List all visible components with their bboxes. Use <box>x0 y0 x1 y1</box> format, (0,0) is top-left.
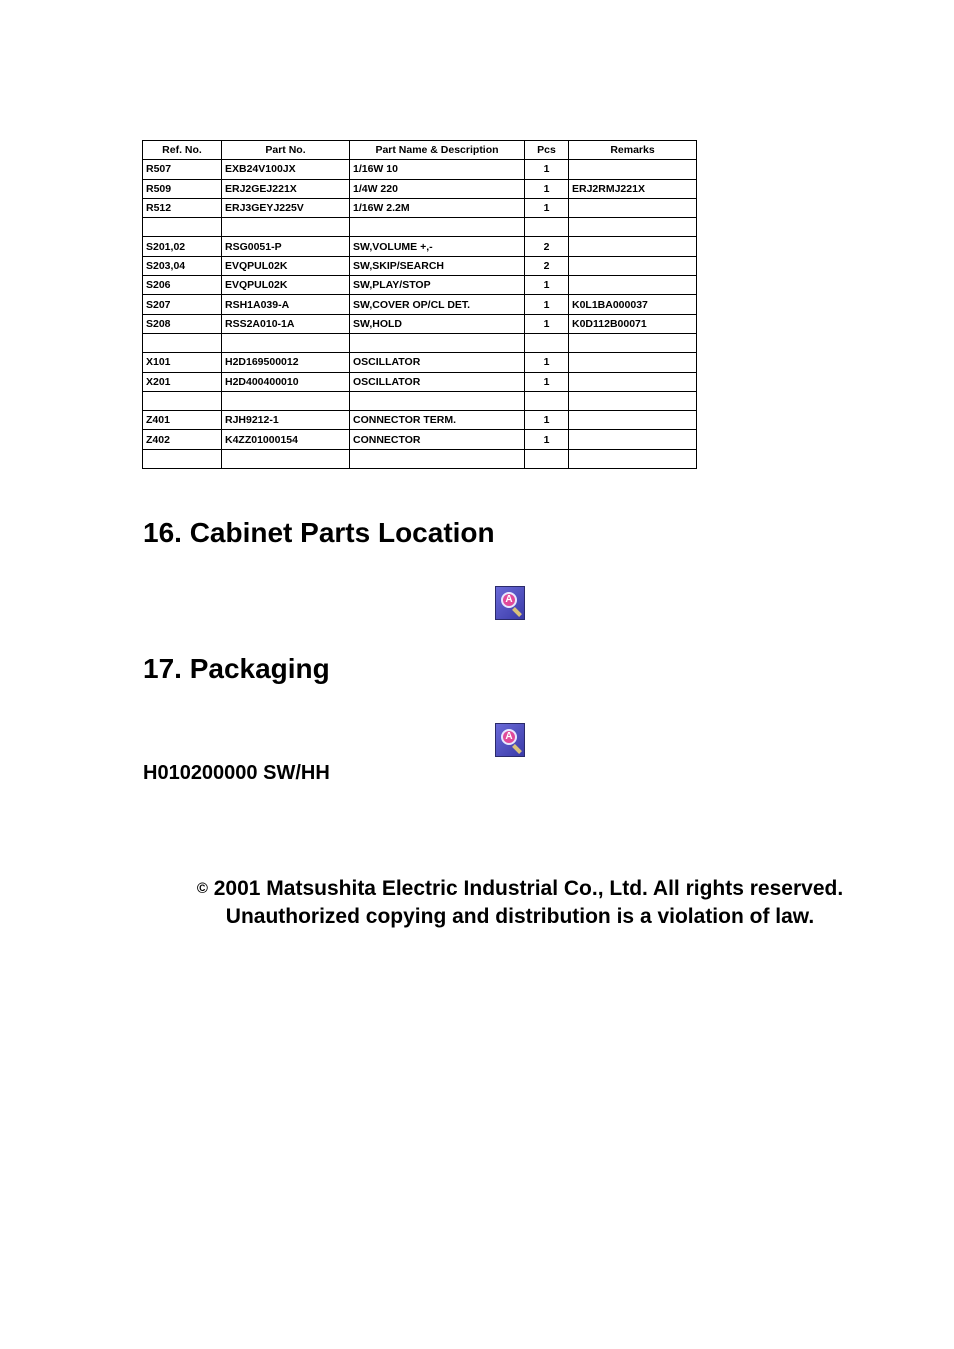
table-row <box>143 218 697 237</box>
cell-pcs: 1 <box>525 411 569 430</box>
cell-part-name: SW,SKIP/SEARCH <box>350 256 525 275</box>
table-header-row <box>143 141 697 160</box>
cell-ref-no: X201 <box>143 372 222 391</box>
cell-pcs <box>525 333 569 352</box>
cell-part-name: CONNECTOR TERM. <box>350 411 525 430</box>
cell-pcs: 1 <box>525 295 569 314</box>
parts-table-body <box>143 160 697 469</box>
cell-remarks <box>569 198 697 217</box>
header-part-no: Part No. <box>222 141 350 160</box>
cell-pcs: 1 <box>525 198 569 217</box>
packaging-title: 17. Packaging <box>143 653 330 684</box>
cell-part-name <box>350 218 525 237</box>
cell-part-name: 1/16W 10 <box>350 160 525 179</box>
cell-remarks <box>569 160 697 179</box>
cell-part-name: SW,HOLD <box>350 314 525 333</box>
cell-part-no: H2D400400010 <box>222 372 350 391</box>
cell-part-no: K4ZZ01000154 <box>222 430 350 449</box>
cell-ref-no <box>143 218 222 237</box>
cell-part-no <box>222 391 350 410</box>
cell-remarks <box>569 353 697 372</box>
parts-table <box>142 140 697 469</box>
cell-remarks: K0L1BA000037 <box>569 295 697 314</box>
cell-remarks: K0D112B00071 <box>569 314 697 333</box>
header-ref-no: Ref. No. <box>143 141 222 160</box>
copyright-line-1 <box>0 877 954 901</box>
cell-part-no: RSG0051-P <box>222 237 350 256</box>
table-row <box>143 430 697 449</box>
cell-part-name: SW,PLAY/STOP <box>350 276 525 295</box>
cell-pcs: 1 <box>525 314 569 333</box>
cell-remarks <box>569 256 697 275</box>
cell-remarks <box>569 333 697 352</box>
cell-ref-no: R507 <box>143 160 222 179</box>
cell-part-name: SW,VOLUME +,- <box>350 237 525 256</box>
copyright-line-2: Unauthorized copying and distribution is a violation of law. <box>225 905 815 928</box>
cell-part-no: EVQPUL02K <box>222 276 350 295</box>
cell-ref-no: Z402 <box>143 430 222 449</box>
cell-pcs: 1 <box>525 372 569 391</box>
cell-pcs: 1 <box>525 353 569 372</box>
table-row <box>143 411 697 430</box>
cell-part-name <box>350 333 525 352</box>
cell-ref-no: X101 <box>143 353 222 372</box>
table-row <box>143 353 697 372</box>
cell-remarks <box>569 449 697 468</box>
cell-remarks <box>569 411 697 430</box>
cell-part-name <box>350 391 525 410</box>
cell-remarks <box>569 276 697 295</box>
cell-part-name <box>350 449 525 468</box>
cell-remarks: ERJ2RMJ221X <box>569 179 697 198</box>
cell-part-name: OSCILLATOR <box>350 372 525 391</box>
cell-pcs: 2 <box>525 256 569 275</box>
cell-part-no: RSS2A010-1A <box>222 314 350 333</box>
table-row <box>143 160 697 179</box>
cell-part-name: OSCILLATOR <box>350 353 525 372</box>
header-part-name: Part Name & Description <box>350 141 525 160</box>
cell-remarks <box>569 430 697 449</box>
cabinet-parts-title: 16. Cabinet Parts Location <box>143 517 495 548</box>
copyright-text: 2001 Matsushita Electric Industrial Co., Ltd. All rights reserved. <box>213 877 844 900</box>
cell-part-name: 1/16W 2.2M <box>350 198 525 217</box>
cell-part-no: ERJ3GEYJ225V <box>222 198 350 217</box>
cell-pcs: 1 <box>525 160 569 179</box>
cell-ref-no: Z401 <box>143 411 222 430</box>
table-row <box>143 295 697 314</box>
cell-ref-no <box>143 449 222 468</box>
cell-ref-no: R509 <box>143 179 222 198</box>
cell-ref-no <box>143 333 222 352</box>
cell-remarks <box>569 237 697 256</box>
table-row <box>143 179 697 198</box>
cell-part-no: EVQPUL02K <box>222 256 350 275</box>
cell-part-no <box>222 449 350 468</box>
cell-pcs: 1 <box>525 179 569 198</box>
cell-part-no: ERJ2GEJ221X <box>222 179 350 198</box>
cell-part-name: CONNECTOR <box>350 430 525 449</box>
cell-ref-no: R512 <box>143 198 222 217</box>
table-row <box>143 314 697 333</box>
table-row <box>143 276 697 295</box>
table-row <box>143 391 697 410</box>
magnifier-icon[interactable]: A <box>495 723 525 757</box>
cell-ref-no: S201,02 <box>143 237 222 256</box>
table-row <box>143 256 697 275</box>
cell-part-name: 1/4W 220 <box>350 179 525 198</box>
cell-part-no: EXB24V100JX <box>222 160 350 179</box>
cell-part-no <box>222 333 350 352</box>
cell-ref-no: S203,04 <box>143 256 222 275</box>
document-code: H010200000 SW/HH <box>143 762 330 784</box>
table-row <box>143 333 697 352</box>
cell-remarks <box>569 218 697 237</box>
header-remarks: Remarks <box>569 141 697 160</box>
table-row <box>143 237 697 256</box>
cell-pcs <box>525 218 569 237</box>
cell-ref-no <box>143 391 222 410</box>
table-row <box>143 372 697 391</box>
cell-remarks <box>569 372 697 391</box>
magnifier-icon[interactable]: A <box>495 586 525 620</box>
cell-part-no: RJH9212-1 <box>222 411 350 430</box>
cell-ref-no: S207 <box>143 295 222 314</box>
cell-remarks <box>569 391 697 410</box>
header-pcs: Pcs <box>525 141 569 160</box>
cell-pcs <box>525 449 569 468</box>
copyright-icon: © <box>196 880 208 897</box>
cell-part-no <box>222 218 350 237</box>
cell-part-name: SW,COVER OP/CL DET. <box>350 295 525 314</box>
cell-part-no: H2D169500012 <box>222 353 350 372</box>
table-row <box>143 198 697 217</box>
cell-pcs <box>525 391 569 410</box>
cell-pcs: 1 <box>525 430 569 449</box>
cell-pcs: 1 <box>525 276 569 295</box>
cell-part-no: RSH1A039-A <box>222 295 350 314</box>
cell-ref-no: S206 <box>143 276 222 295</box>
table-row <box>143 449 697 468</box>
cell-pcs: 2 <box>525 237 569 256</box>
cell-ref-no: S208 <box>143 314 222 333</box>
